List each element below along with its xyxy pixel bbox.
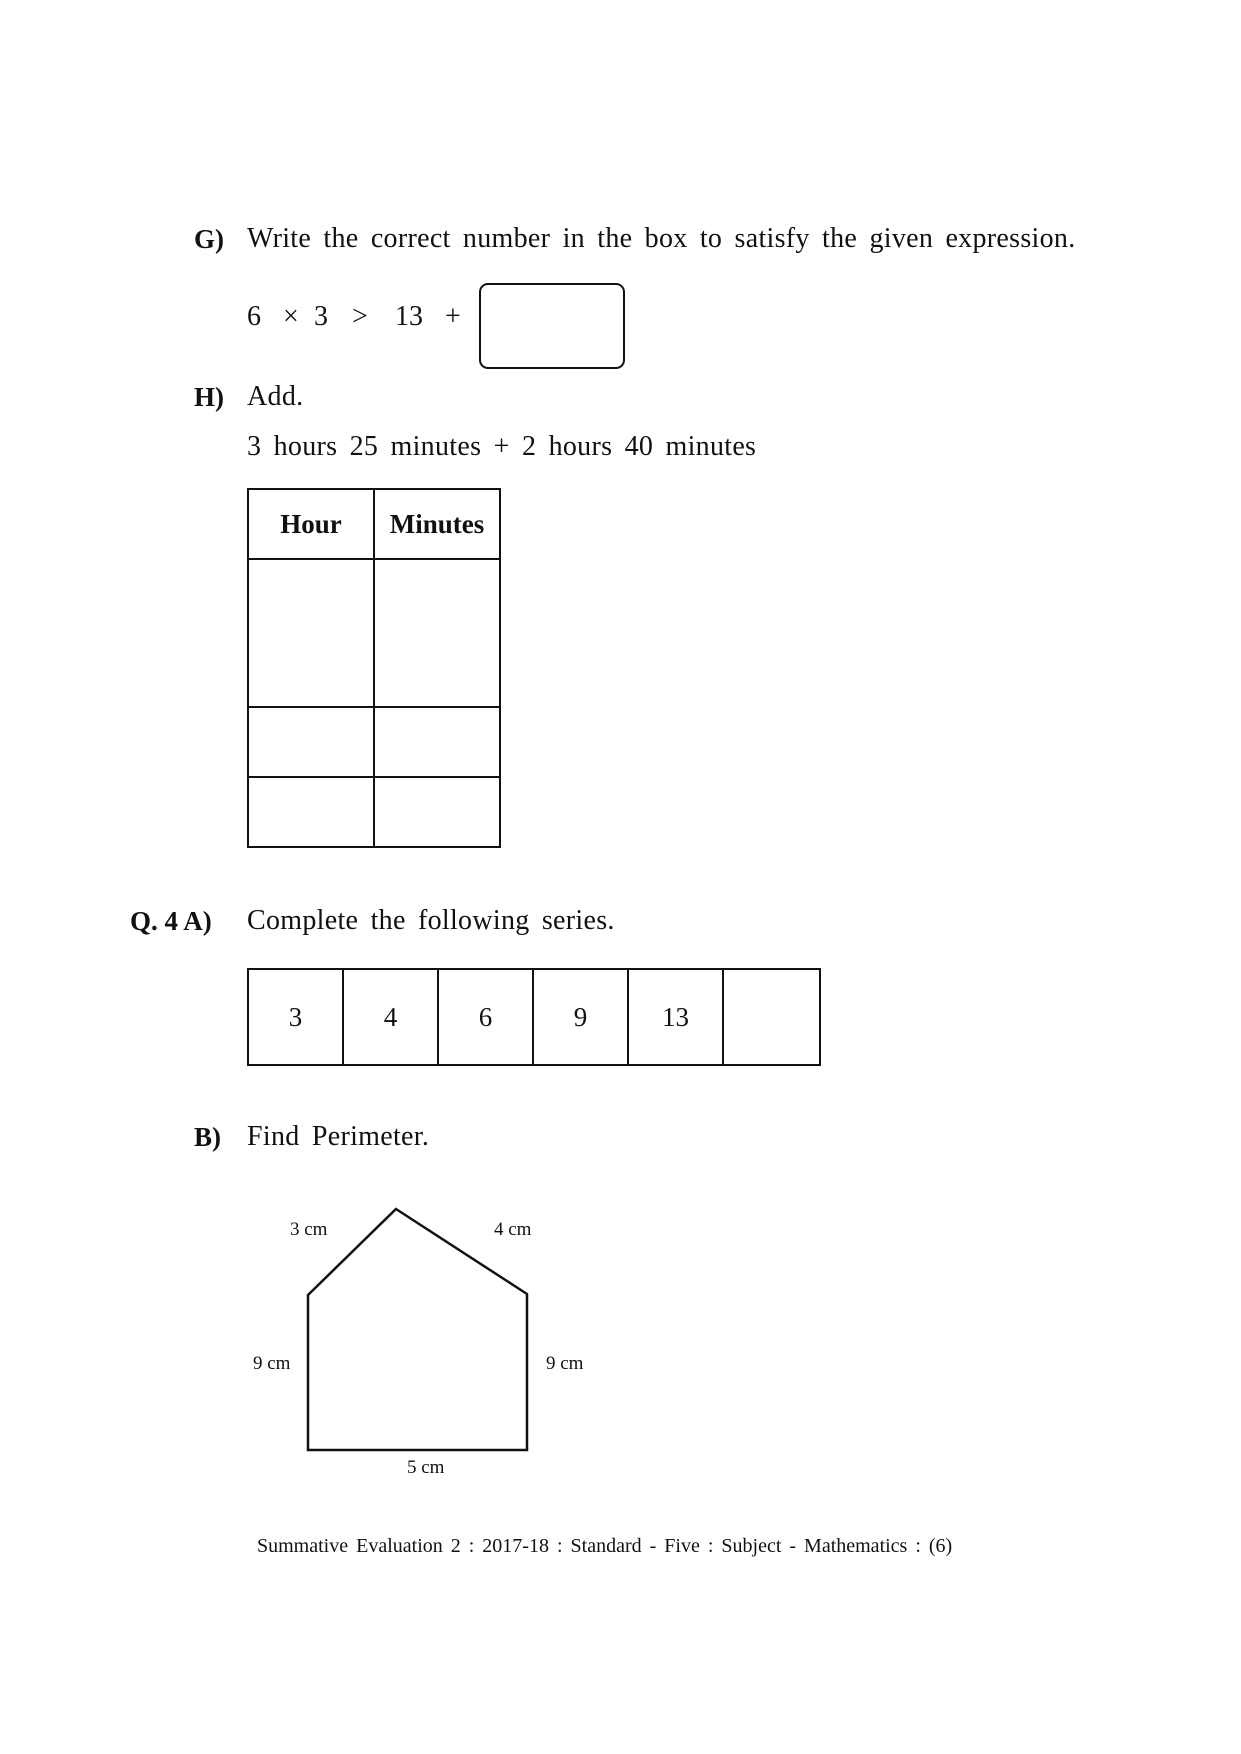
- question-g-label: G): [194, 224, 224, 254]
- question-4b-label: B): [194, 1122, 221, 1152]
- expr-operand-c: 13: [395, 301, 423, 332]
- question-4b-text: Find Perimeter.: [247, 1121, 430, 1152]
- series-cell: 3: [249, 970, 344, 1064]
- expr-plus-sign: +: [445, 301, 461, 332]
- question-h-text: Add.: [247, 381, 304, 412]
- dimension-left: 9 cm: [253, 1353, 291, 1374]
- series-cell: 13: [629, 970, 724, 1064]
- series-cell: 6: [439, 970, 534, 1064]
- question-h-expression: 3 hours 25 minutes + 2 hours 40 minutes: [247, 431, 757, 462]
- question-h-label: H): [194, 382, 224, 412]
- dimension-top-left: 3 cm: [290, 1219, 328, 1240]
- expr-operand-b: 3: [314, 301, 328, 332]
- minutes-header: Minutes: [374, 489, 500, 559]
- expr-operand-a: 6: [247, 301, 261, 332]
- dimension-bottom: 5 cm: [407, 1457, 445, 1478]
- dimension-right: 9 cm: [546, 1353, 584, 1374]
- question-4a-text: Complete the following series.: [247, 905, 615, 936]
- expr-times-sign: ×: [283, 301, 299, 332]
- question-g-text: Write the correct number in the box to satisfy the given expression.: [247, 223, 1076, 254]
- page-footer: Summative Evaluation 2 : 2017-18 : Standard - Five : Subject - Mathematics : (6): [257, 1535, 953, 1557]
- series-cell: 4: [344, 970, 439, 1064]
- pentagon-shape: [308, 1209, 527, 1450]
- series-cell: 9: [534, 970, 629, 1064]
- question-4a-label: Q. 4 A): [130, 906, 212, 936]
- dimension-top-right: 4 cm: [494, 1219, 532, 1240]
- expr-greater-sign: >: [352, 301, 368, 332]
- hour-header: Hour: [248, 489, 374, 559]
